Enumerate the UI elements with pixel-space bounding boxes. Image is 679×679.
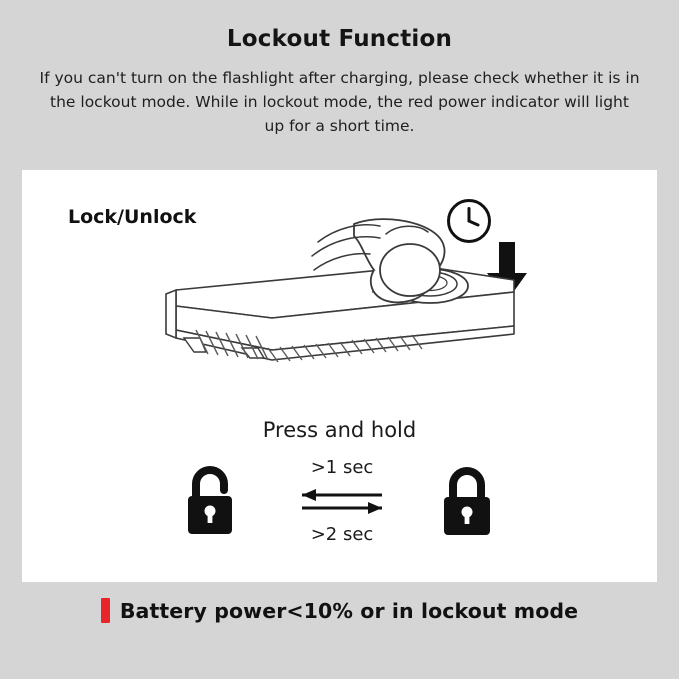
unlock-timing-label: >1 sec [310, 457, 374, 478]
page-title: Lockout Function [226, 26, 453, 52]
header [0, 0, 679, 138]
red-marker-icon [101, 598, 110, 623]
closed-padlock-icon [437, 466, 503, 538]
two-way-arrows-icon [292, 485, 392, 519]
lock-timing-label: >2 sec [310, 523, 374, 545]
open-padlock-icon [182, 466, 248, 538]
footer-note-text: Battery power<10% or in lockout mode [119, 598, 579, 623]
timing-block [277, 458, 407, 545]
flashlight-thumb-press-illustration [122, 218, 542, 418]
page-description: If you can't turn on the flashlight after charging, please check whether it is in the lockout mode. While in lockout mode, the red power indicator will light up for a short time. [39, 68, 640, 135]
footer-note [0, 598, 679, 623]
diagram-card [22, 170, 657, 582]
lock-unlock-label: Lock/Unlock [68, 206, 197, 228]
press-and-hold-label: Press and hold [262, 418, 417, 442]
